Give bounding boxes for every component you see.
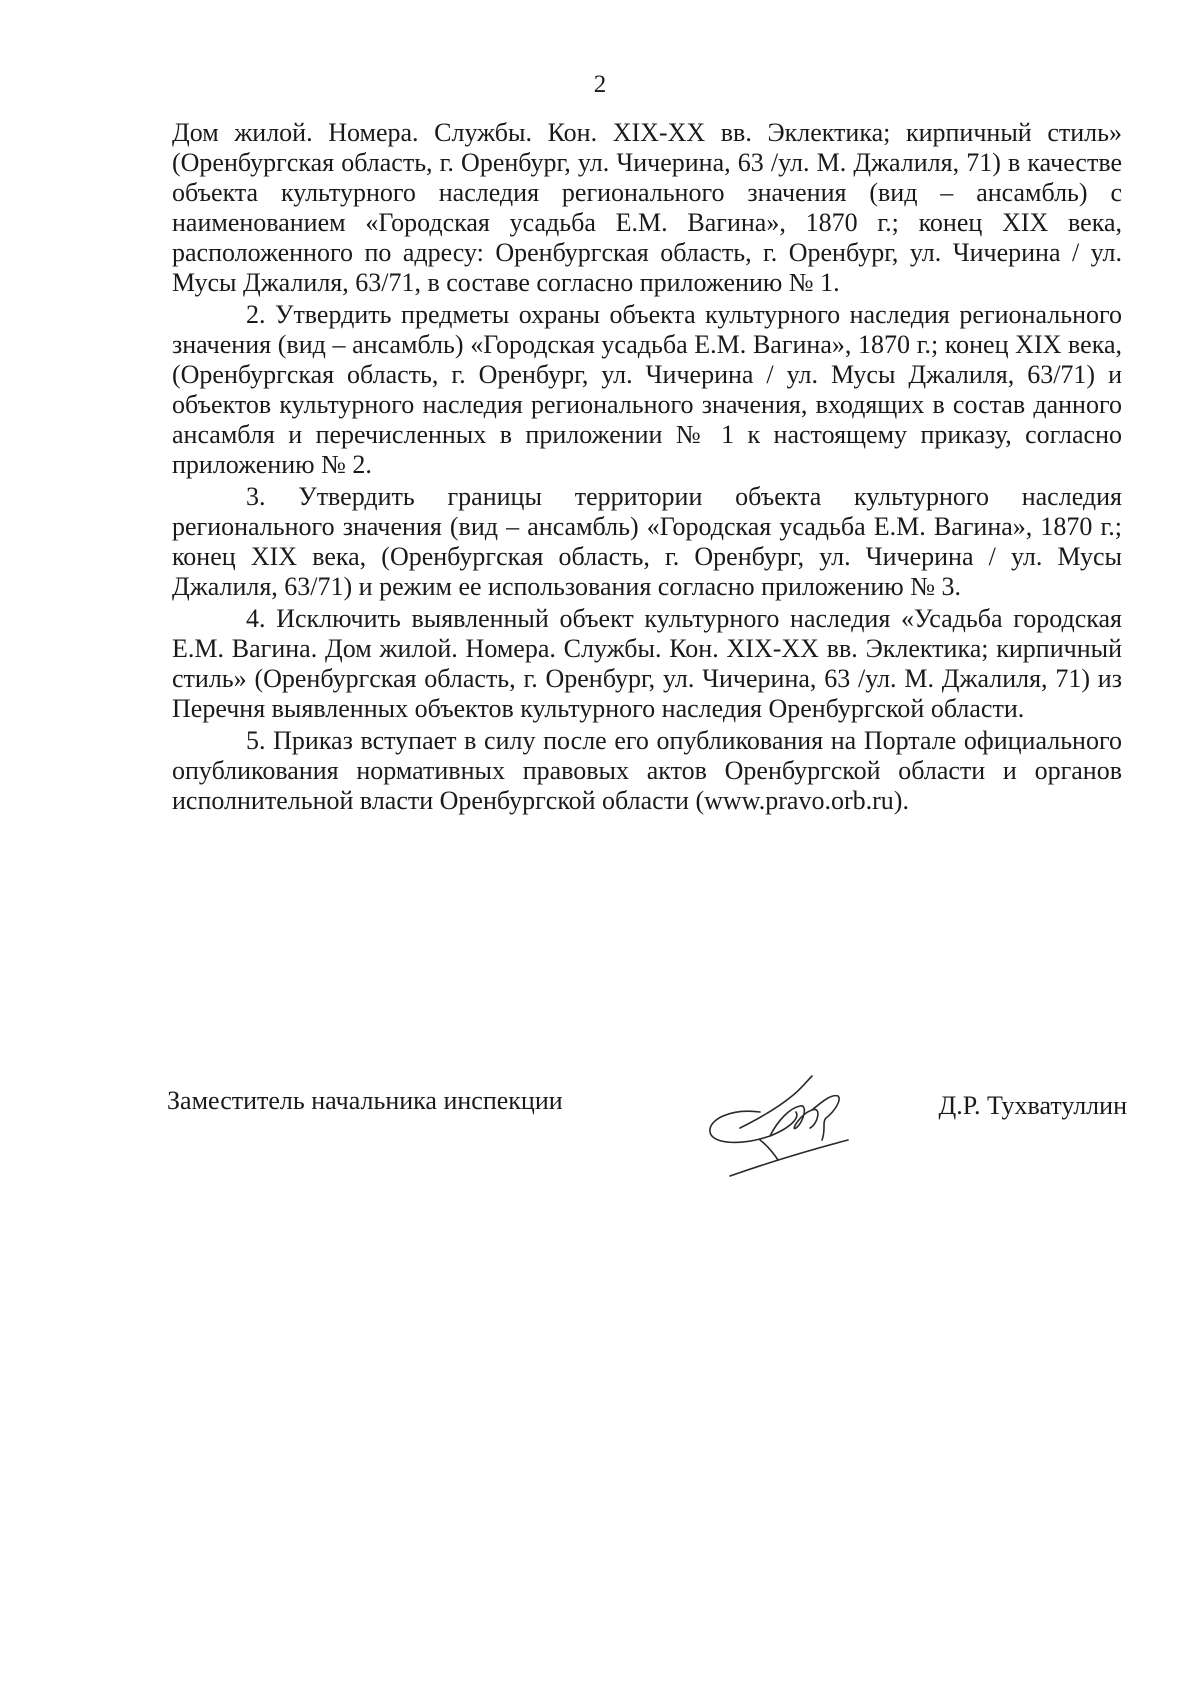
paragraph-3: 3. Утвердить границы территории объекта культурного наследия регионального значения (вид – ансамбль) «Городская усадьба Е.М. Вагина», 1870 г.; конец XIX века, (Оренбургская область, г. Оренбург, ул. Чичерина / ул. Мусы Джалиля, 63/71) и режим ее использования согласно приложению № 3. [172, 482, 1122, 601]
paragraph-2: 2. Утвердить предметы охраны объекта культурного наследия регионального значения (вид – ансамбль) «Городская усадьба Е.М. Вагина», 1870 г.; конец XIX века, (Оренбургская область, г. Оренбург, ул. Чичерина / ул. Мусы Джалиля, 63/71) и объектов культурного наследия регионального значения, входящих в состав данного ансамбля и перечисленных в приложении № 1 к настоящему приказу, согласно приложению № 2. [172, 300, 1122, 479]
signature-block [167, 1070, 1127, 1190]
signatory-position: Заместитель начальника инспекции [167, 1086, 563, 1115]
document-body [172, 118, 1122, 816]
paragraph-1-continuation: Дом жилой. Номера. Службы. Кон. XIX-XX вв. Эклектика; кирпичный стиль» (Оренбургская область, г. Оренбург, ул. Чичерина, 63 /ул. М. Джалиля, 71) в качестве объекта культурного наследия регионального значения (вид – ансамбль) с наименованием «Городская усадьба Е.М. Вагина», 1870 г.; конец XIX века, расположенного по адресу: Оренбургская область, г. Оренбург, ул. Чичерина / ул. Мусы Джалиля, 63/71, в составе согласно приложению № 1. [172, 118, 1122, 297]
handwritten-signature-icon [700, 1070, 850, 1185]
page-number: 2 [593, 71, 607, 98]
paragraph-4: 4. Исключить выявленный объект культурного наследия «Усадьба городская Е.М. Вагина. Дом жилой. Номера. Службы. Кон. XIX-XX вв. Эклектика; кирпичный стиль» (Оренбургская область, г. Оренбург, ул. Чичерина, 63 /ул. М. Джалиля, 71) из Перечня выявленных объектов культурного наследия Оренбургской области. [172, 604, 1122, 723]
paragraph-5: 5. Приказ вступает в силу после его опубликования на Портале официального опубликования нормативных правовых актов Оренбургской области и органов исполнительной власти Оренбургской области (www.pravo.orb.ru). [172, 726, 1122, 815]
signatory-name: Д.Р. Тухватуллин [938, 1091, 1127, 1120]
